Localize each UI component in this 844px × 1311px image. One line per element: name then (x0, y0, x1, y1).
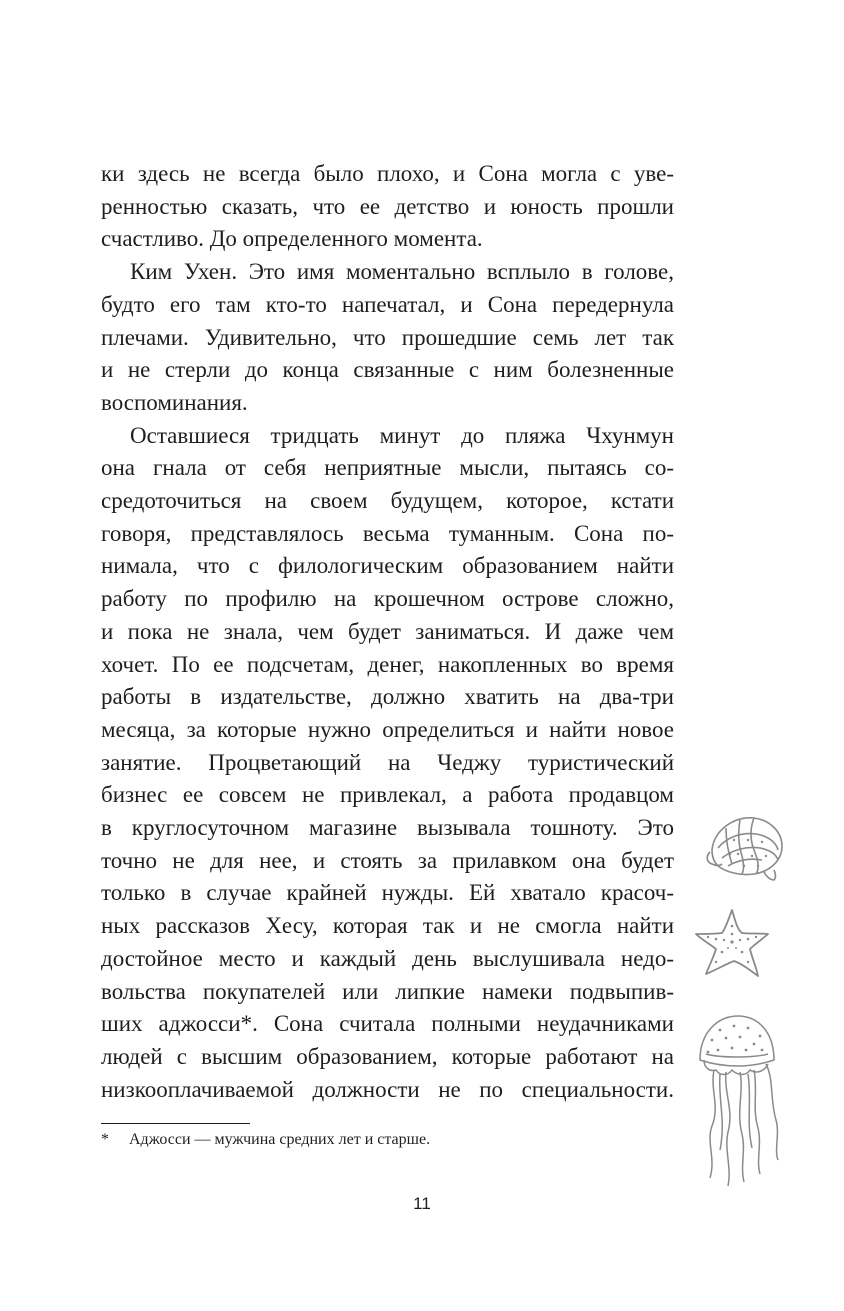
body-line: хочет. По ее подсчетам, денег, накопленных во время (101, 651, 674, 677)
body-line: достойное место и каждый день выслушивала недо- (101, 945, 674, 971)
body-line: ки здесь не всегда было плохо, и Сона могла с уве- (101, 161, 674, 186)
seashell-icon (704, 810, 786, 882)
body-line: только в случае крайней нужды. Ей хватало красоч- (101, 880, 674, 906)
body-line: работы в издательстве, должно хватить на два-три (101, 684, 674, 710)
footnote-text: Аджосси — мужчина средних лет и старше. (129, 1131, 431, 1148)
body-line: точно не для нее, и стоять за прилавком она будет (101, 847, 674, 873)
body-line: бизнес ее совсем не привлекал, а работа продавцом (101, 782, 674, 808)
body-line: и не стерли до конца связанные с ним болезненные (101, 357, 674, 383)
page-number: 11 (413, 1194, 431, 1213)
body-line: воспоминания. (101, 389, 248, 415)
body-line: нимала, что с филологическим образованием найти (101, 553, 674, 579)
footnote-mark: * (101, 1131, 109, 1148)
jellyfish-icon (690, 1010, 782, 1190)
body-line: ренностью сказать, что ее детство и юность прошли (101, 193, 674, 219)
body-line: низкооплачиваемой должности не по специальности. (101, 1076, 674, 1102)
footnote (101, 1129, 674, 1151)
body-line: Ким Ухен. Это имя моментально всплыло в голове, (130, 259, 674, 285)
starfish-icon (692, 906, 772, 978)
body-line: говоря, представлялось весьма туманным. Сона по- (101, 520, 674, 546)
body-line: занятие. Процветающий на Чеджу туристический (101, 749, 674, 775)
body-line: вольства покупателей или липкие намеки подвыпив- (101, 978, 674, 1004)
body-line: средоточиться на своем будущем, которое, кстати (101, 488, 674, 514)
body-line: ных рассказов Хесу, которая так и не смогла найти (101, 913, 674, 939)
body-line: людей с высшим образованием, которые работают на (101, 1043, 674, 1069)
body-line: и пока не знала, чем будет заниматься. И даже чем (101, 618, 674, 644)
body-line: ших аджосси*. Сона считала полными неудачниками (101, 1011, 674, 1037)
body-line: счастливо. До определенного момента. (101, 226, 483, 252)
body-line: работу по профилю на крошечном острове сложно, (101, 586, 674, 612)
body-line: Оставшиеся тридцать минут до пляжа Чхунмун (130, 422, 674, 448)
body-line: плечами. Удивительно, что прошедшие семь лет так (101, 324, 674, 350)
body-line: месяца, за которые нужно определиться и найти новое (101, 716, 674, 742)
footnote-rule (101, 1123, 250, 1124)
body-line: будто его там кто-то напечатал, и Сона передернула (101, 291, 674, 317)
body-line: она гнала от себя неприятные мысли, пытаясь со- (101, 455, 674, 481)
body-text (101, 158, 674, 1106)
body-line: в круглосуточном магазине вызывала тошноту. Это (101, 815, 674, 841)
